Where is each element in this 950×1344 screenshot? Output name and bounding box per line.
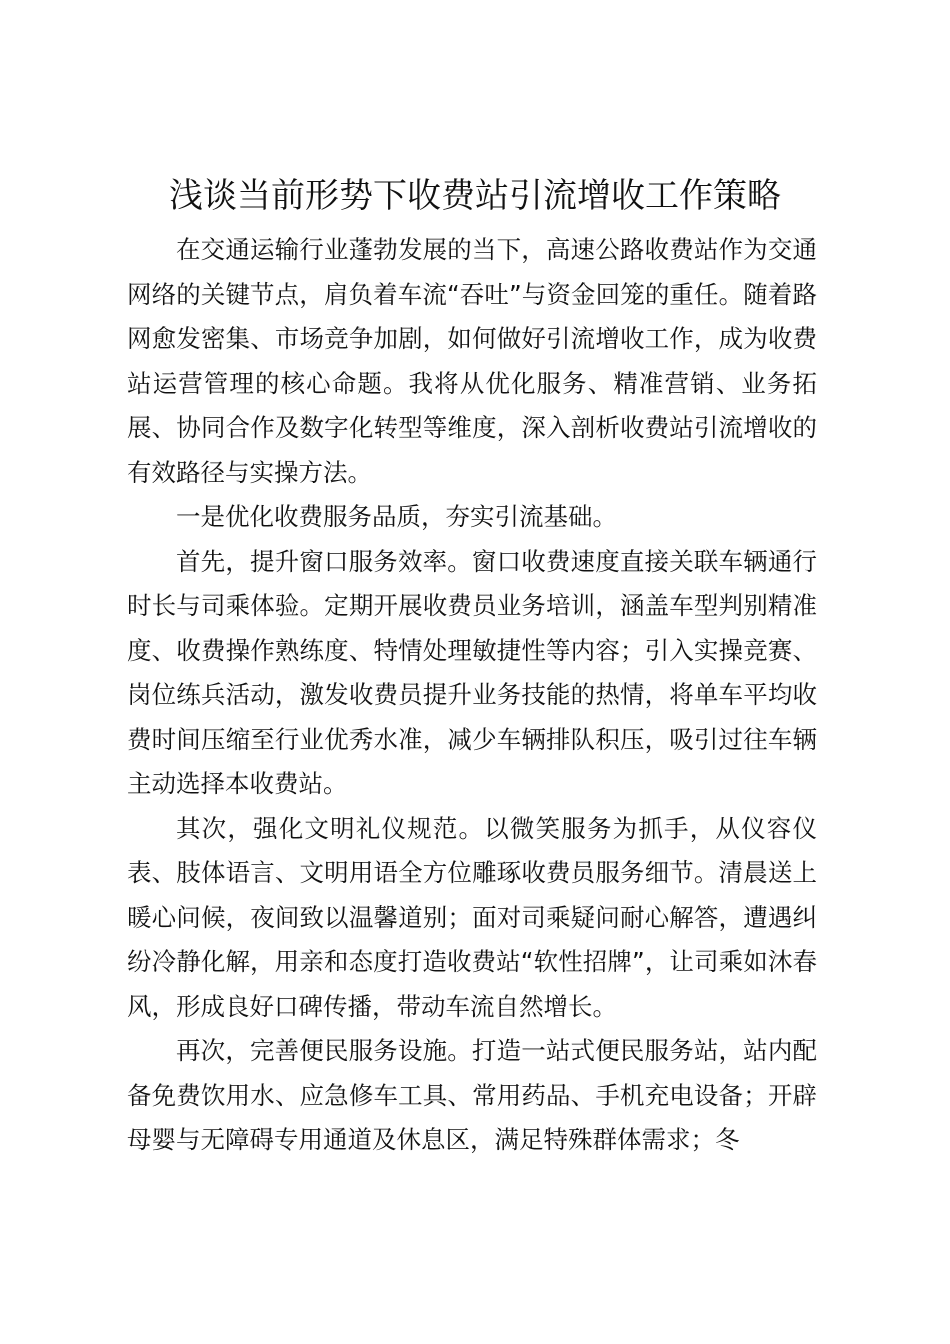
paragraph-section-heading: 一是优化收费服务品质，夯实引流基础。 [176, 502, 617, 531]
paragraph-intro: 在交通运输行业蓬勃发展的当下，高速公路收费站作为交通网络的关键节点，肩负着车流“吞吐”与资金回笼的重任。随着路网愈发密集、市场竞争加剧，如何做好引流增收工作，成为收费站运营管理的核心命题。我将从优化服务、精准营销、业务拓展、协同合作及数字化转型等维度，深入剖析收费站引流增收的有效路径与实操方法。 [127, 235, 817, 487]
document-title: 浅谈当前形势下收费站引流增收工作策略 [169, 176, 781, 216]
paragraph-third: 再次，完善便民服务设施。打造一站式便民服务站，站内配备免费饮用水、应急修车工具、常用药品、手机充电设备；开辟母婴与无障碍专用通道及休息区，满足特殊群体需求；冬 [127, 1036, 817, 1154]
document-body [127, 228, 817, 1163]
paragraph-second: 其次，强化文明礼仪规范。以微笑服务为抓手，从仪容仪表、肢体语言、文明用语全方位雕琢收费员服务细节。清晨送上暖心问候，夜间致以温馨道别；面对司乘疑问耐心解答，遭遇纠纷冷静化解，用亲和态度打造收费站“软性招牌”，让司乘如沐春风，形成良好口碑传播，带动车流自然增长。 [127, 813, 817, 1021]
paragraph-first: 首先，提升窗口服务效率。窗口收费速度直接关联车辆通行时长与司乘体验。定期开展收费员业务培训，涵盖车型判别精准度、收费操作熟练度、特情处理敏捷性等内容；引入实操竞赛、岗位练兵活动，激发收费员提升业务技能的热情，将单车平均收费时间压缩至行业优秀水准，减少车辆排队积压，吸引过往车辆主动选择本收费站。 [127, 546, 817, 798]
